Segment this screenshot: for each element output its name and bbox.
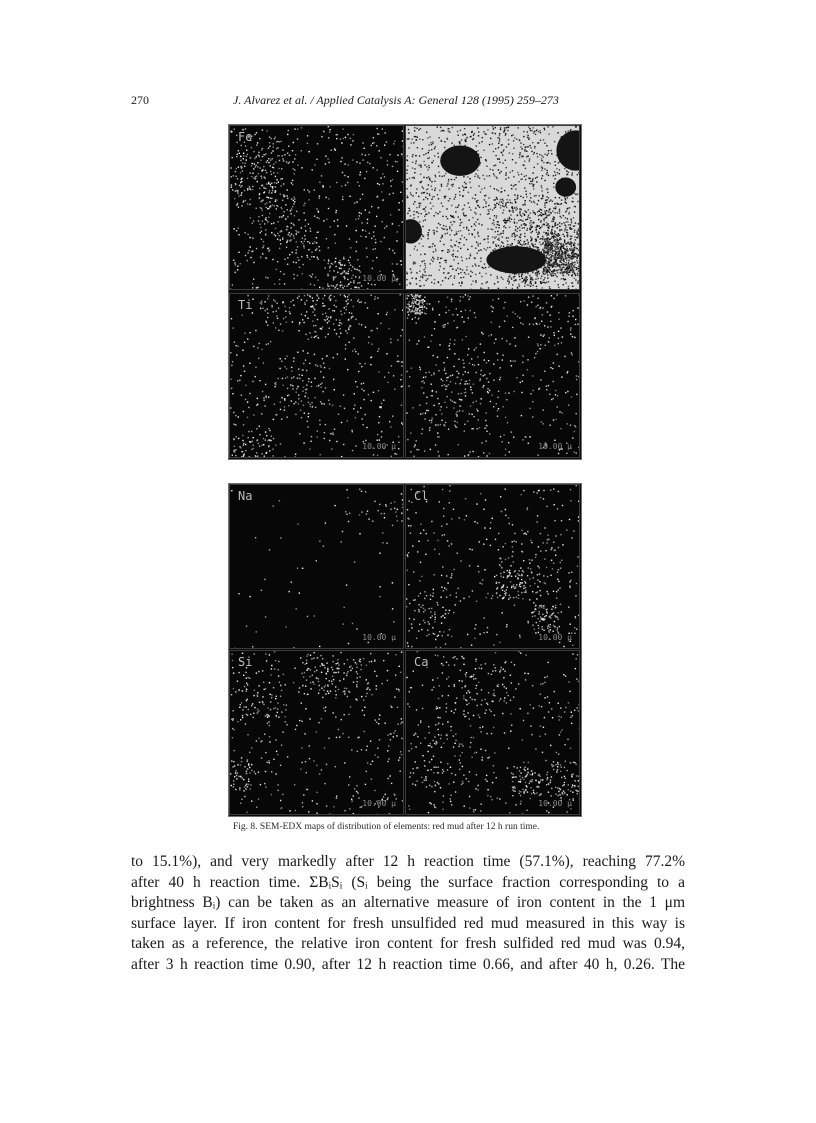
cl-map-panel: [405, 484, 580, 649]
element-label-na: Na: [238, 489, 253, 503]
text-line: to 15.1%), and very markedly after 12 h reaction time (57.1%), reaching 77.2%: [131, 853, 685, 870]
element-label-ca: Ca: [414, 655, 429, 669]
scale-bar-label: 10.00 μ: [538, 633, 572, 642]
scale-bar-label: 10.00 μ: [362, 442, 396, 451]
text-line: after 40 h reaction time. ΣBᵢSᵢ (Sᵢ being the surface fraction corresponding to a: [131, 873, 685, 891]
element-label-fe: Fe: [238, 130, 253, 144]
element-label-si: Si: [238, 655, 253, 669]
na-map-panel: [229, 484, 404, 649]
ti-map-panel: [229, 293, 404, 458]
scale-bar-label: 10.00 μ: [362, 274, 396, 283]
figure-caption: Fig. 8. SEM-EDX maps of distribution of elements: red mud after 12 h run time.: [233, 822, 540, 832]
s-map-panel: [405, 293, 580, 458]
text-line: brightness Bᵢ) can be taken as an alternative measure of iron content in the 1 μm: [131, 894, 685, 912]
scale-bar-label: 10.00 μ: [538, 442, 572, 451]
scale-bar-label: 10.00 μ: [538, 799, 572, 808]
scale-bar-label: 10.00 μ: [362, 799, 396, 808]
si-map-panel: [229, 650, 404, 815]
text-line: surface layer. If iron content for fresh unsulfided red mud measured in this way is: [131, 914, 685, 932]
running-head: J. Alvarez et al. / Applied Catalysis A: General 128 (1995) 259–273: [233, 93, 559, 107]
page-number: 270: [131, 93, 149, 107]
fe-map-panel: [229, 125, 404, 290]
element-label-cl: Cl: [414, 489, 429, 503]
sem-edx-figure-top: [228, 124, 582, 460]
ca-map-panel: [405, 650, 580, 815]
text-line: taken as a reference, the relative iron content for fresh sulfided red mud was 0.94,: [131, 935, 685, 953]
element-label-ti: Ti: [238, 298, 253, 312]
sem-edx-figure-bottom: [228, 483, 582, 817]
scale-bar-label: 10.00 μ: [362, 633, 396, 642]
element-label-s: S: [414, 298, 422, 312]
secondary-electron-image-panel: [405, 125, 580, 290]
body-paragraph: [131, 852, 685, 976]
text-line: after 3 h reaction time 0.90, after 12 h reaction time 0.66, and after 40 h, 0.26. The: [131, 955, 685, 973]
